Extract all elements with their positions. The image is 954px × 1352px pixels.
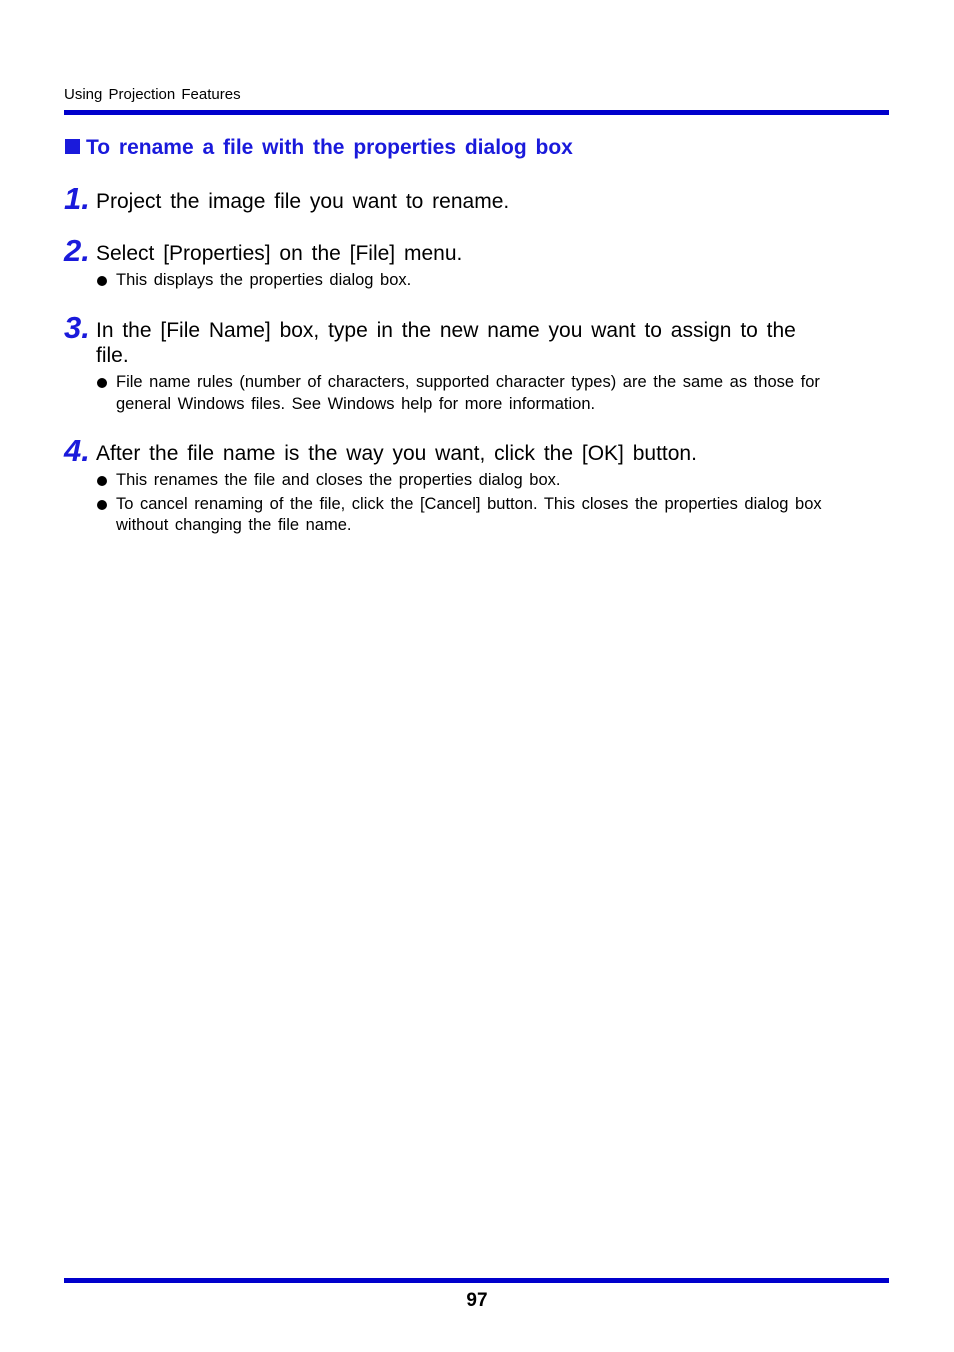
note-item (96, 494, 824, 537)
step-instruction: In the [File Name] box, type in the new name you want to assign to the file. (96, 319, 796, 367)
step-3 (64, 310, 824, 417)
step-instruction: Project the image file you want to rename. (96, 190, 510, 213)
note-text: To cancel renaming of the file, click the [Cancel] button. This closes the properties dialog box without changing the file name. (116, 494, 822, 534)
note-text: This displays the properties dialog box. (116, 271, 412, 289)
square-bullet-icon (65, 139, 80, 154)
step-number: 1. (64, 181, 90, 216)
footer-rule (64, 1278, 889, 1283)
bullet-dot-icon (97, 378, 107, 388)
running-header: Using Projection Features (64, 86, 241, 103)
step-notes (96, 470, 824, 537)
step-instruction: After the file name is the way you want, click the [OK] button. (96, 442, 697, 465)
header-rule (64, 110, 889, 115)
bullet-dot-icon (97, 500, 107, 510)
step-4 (64, 433, 824, 539)
step-notes (96, 372, 824, 415)
step-2 (64, 233, 824, 294)
step-number: 3. (64, 310, 90, 345)
section-title (65, 136, 573, 160)
note-text: File name rules (number of characters, supported character types) are the same as those for general Windows files. See Windows help for more information. (116, 373, 820, 413)
note-item (96, 470, 824, 492)
page-number: 97 (466, 1290, 488, 1311)
step-number: 4. (64, 433, 90, 468)
note-text: This renames the file and closes the properties dialog box. (116, 471, 561, 489)
note-item (96, 372, 824, 415)
bullet-dot-icon (97, 276, 107, 286)
step-instruction: Select [Properties] on the [File] menu. (96, 242, 463, 265)
step-number: 2. (64, 233, 90, 268)
note-item (96, 270, 824, 292)
step-notes (96, 270, 824, 292)
section-title-text: To rename a file with the properties dialog box (86, 136, 573, 159)
bullet-dot-icon (97, 476, 107, 486)
step-1 (64, 181, 824, 216)
